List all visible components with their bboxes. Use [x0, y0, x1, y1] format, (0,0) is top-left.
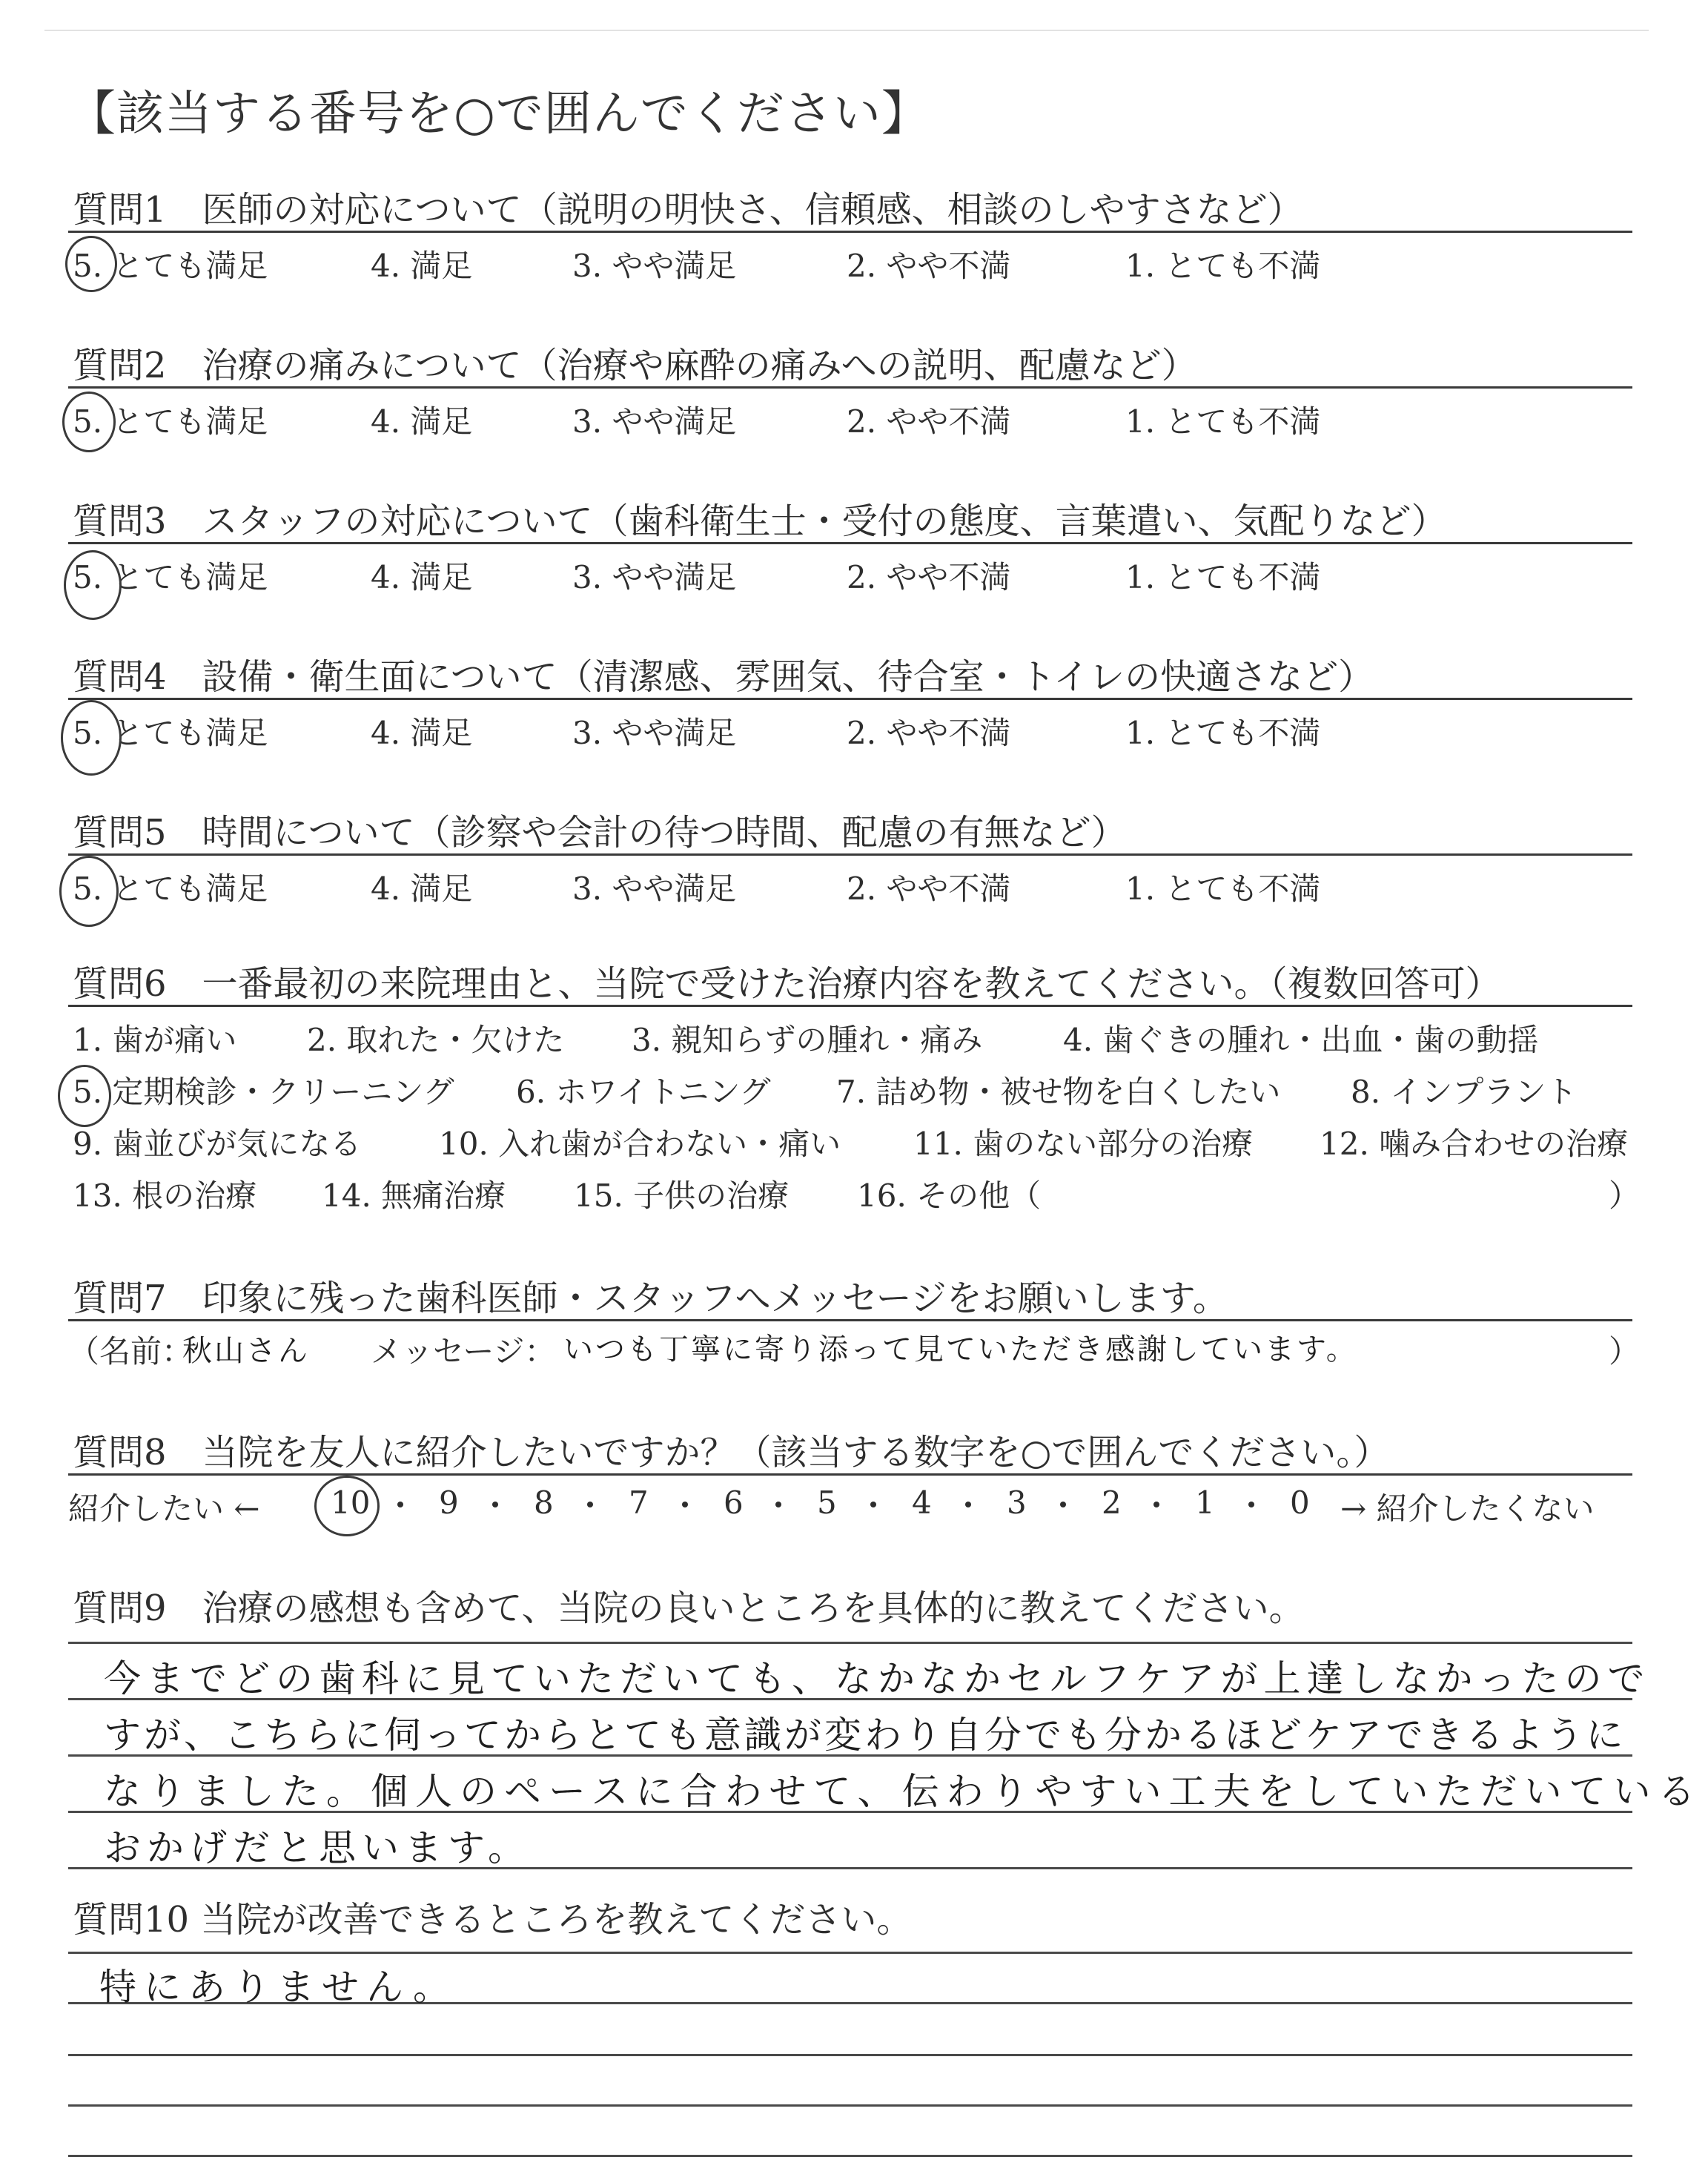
- q1-option-1[interactable]: 1. とても不満: [1125, 248, 1321, 284]
- question-8-rule: [68, 1473, 1632, 1476]
- selected-circle-mark: [65, 236, 117, 292]
- q6-option-9[interactable]: 9. 歯並びが気になる: [73, 1126, 362, 1162]
- q6-option-2[interactable]: 2. 取れた・欠けた: [307, 1022, 565, 1058]
- q8-scale-6[interactable]: 6: [724, 1484, 744, 1521]
- scale-separator-dot: [965, 1502, 971, 1507]
- q3-option-5[interactable]: 5. とても満足: [73, 559, 268, 595]
- q4-option-5[interactable]: 5. とても満足: [73, 715, 268, 751]
- q7-name-label: （名前：: [68, 1333, 193, 1370]
- q6-option-5[interactable]: 5. 定期検診・クリーニング: [73, 1074, 454, 1110]
- question-2-title: 質問2 治療の痛みについて（治療や麻酔の痛みへの説明、配慮など）: [73, 345, 1197, 386]
- question-4-title: 質問4 設備・衛生面について（清潔感、雰囲気、待合室・トイレの快適さなど）: [73, 656, 1374, 698]
- q6-option-12[interactable]: 12. 噛み合わせの治療: [1320, 1126, 1629, 1162]
- question-5-rule: [68, 853, 1632, 856]
- q3-option-1[interactable]: 1. とても不満: [1125, 559, 1321, 595]
- q1-option-3[interactable]: 3. やや満足: [572, 248, 737, 284]
- q6-option-16[interactable]: 16. その他（: [857, 1178, 1042, 1214]
- q3-option-3[interactable]: 3. やや満足: [572, 559, 737, 595]
- q4-option-1[interactable]: 1. とても不満: [1125, 715, 1321, 751]
- question-10-title: 質問10 当院が改善できるところを教えてください。: [73, 1899, 913, 1941]
- scale-separator-dot: [775, 1502, 781, 1507]
- selected-circle-mark: [64, 550, 122, 620]
- question-6-rule: [68, 1005, 1632, 1007]
- q8-scale-5[interactable]: 5: [817, 1484, 837, 1521]
- q8-scale-8[interactable]: 8: [534, 1484, 554, 1521]
- q6-option-15[interactable]: 15. 子供の治療: [574, 1178, 790, 1214]
- q6-option-10[interactable]: 10. 入れ歯が合わない・痛い: [439, 1126, 841, 1162]
- scale-separator-dot: [870, 1502, 876, 1507]
- scale-separator-dot: [682, 1502, 688, 1507]
- q9-answer-line-3[interactable]: なりました。個人のペースに合わせて、伝わりやすい工夫をしていただいている: [104, 1770, 1703, 1813]
- q8-scale-2[interactable]: 2: [1102, 1484, 1122, 1521]
- top-divider: [44, 30, 1649, 31]
- q5-option-5[interactable]: 5. とても満足: [73, 871, 268, 907]
- question-2-rule: [68, 386, 1632, 389]
- scale-separator-dot: [587, 1502, 593, 1507]
- question-5-title: 質問5 時間について（診察や会計の待つ時間、配慮の有無など）: [73, 812, 1127, 853]
- answer-line: [68, 2155, 1632, 2157]
- answer-line: [68, 2054, 1632, 2056]
- q2-option-4[interactable]: 4. 満足: [371, 403, 473, 440]
- scale-separator-dot: [1153, 1502, 1159, 1507]
- q7-name-handwritten[interactable]: 秋山さん: [182, 1334, 310, 1368]
- question-6-title: 質問6 一番最初の来院理由と、当院で受けた治療内容を教えてください。（複数回答可）: [73, 963, 1501, 1005]
- question-3-title: 質問3 スタッフの対応について（歯科衛生士・受付の態度、言葉遣い、気配りなど）: [73, 501, 1447, 542]
- q9-answer-line-4[interactable]: おかげだと思います。: [104, 1826, 531, 1869]
- question-3-rule: [68, 542, 1632, 544]
- q8-right-label: → 紹介したくない: [1340, 1490, 1595, 1527]
- question-8-title: 質問8 当院を友人に紹介したいですか？（該当する数字を○で囲んでください。）: [73, 1432, 1390, 1473]
- q6-option-6[interactable]: 6. ホワイトニング: [516, 1074, 771, 1110]
- q1-option-4[interactable]: 4. 満足: [371, 248, 473, 284]
- answer-line: [68, 1952, 1632, 1954]
- scale-separator-dot: [1248, 1502, 1254, 1507]
- q6-option-1[interactable]: 1. 歯が痛い: [73, 1022, 237, 1058]
- q1-option-5[interactable]: 5. とても満足: [73, 248, 268, 284]
- q6-option-13[interactable]: 13. 根の治療: [73, 1178, 257, 1214]
- scale-separator-dot: [397, 1502, 403, 1507]
- question-7-rule: [68, 1319, 1632, 1321]
- q6-option-8[interactable]: 8. インプラント: [1351, 1074, 1578, 1110]
- q9-answer-line-2[interactable]: すが、こちらに伺ってからとても意識が変わり自分でも分かるほどケアできるように: [104, 1714, 1626, 1757]
- q2-option-5[interactable]: 5. とても満足: [73, 403, 268, 440]
- q1-option-2[interactable]: 2. やや不満: [847, 248, 1011, 284]
- q7-message-handwritten[interactable]: いつも丁寧に寄り添って見ていただき感謝しています。: [563, 1332, 1358, 1367]
- q2-option-3[interactable]: 3. やや満足: [572, 403, 737, 440]
- q8-scale-4[interactable]: 4: [912, 1484, 932, 1521]
- q5-option-4[interactable]: 4. 満足: [371, 871, 473, 907]
- q6-option-7[interactable]: 7. 詰め物・被せ物を白くしたい: [836, 1074, 1281, 1110]
- q8-scale-3[interactable]: 3: [1007, 1484, 1027, 1521]
- selected-circle-mark: [61, 700, 122, 776]
- q2-option-1[interactable]: 1. とても不満: [1125, 403, 1321, 440]
- q8-scale-0[interactable]: 0: [1290, 1484, 1310, 1521]
- q8-left-label: 紹介したい ←: [68, 1490, 260, 1527]
- q4-option-4[interactable]: 4. 満足: [371, 715, 473, 751]
- selected-circle-mark: [59, 856, 119, 927]
- q5-option-2[interactable]: 2. やや不満: [847, 871, 1011, 907]
- q7-message-label: メッセージ：: [371, 1333, 556, 1370]
- q6-other-close-paren: ）: [1609, 1178, 1641, 1214]
- q6-option-11[interactable]: 11. 歯のない部分の治療: [913, 1126, 1254, 1162]
- scale-separator-dot: [1060, 1502, 1066, 1507]
- q8-scale-10[interactable]: 10: [331, 1484, 371, 1521]
- q10-answer-line-1[interactable]: 特にありません。: [99, 1966, 457, 2009]
- answer-line: [68, 2104, 1632, 2107]
- selected-circle-mark: [314, 1476, 380, 1536]
- answer-line: [68, 1642, 1632, 1644]
- q4-option-3[interactable]: 3. やや満足: [572, 715, 737, 751]
- question-9-title: 質問9 治療の感想も含めて、当院の良いところを具体的に教えてください。: [73, 1588, 1305, 1629]
- q5-option-3[interactable]: 3. やや満足: [572, 871, 737, 907]
- q8-scale-7[interactable]: 7: [629, 1484, 649, 1521]
- q8-scale-1[interactable]: 1: [1195, 1484, 1215, 1521]
- q4-option-2[interactable]: 2. やや不満: [847, 715, 1011, 751]
- selected-circle-mark: [62, 392, 116, 452]
- page-title: 【該当する番号を○で囲んでください】: [68, 87, 930, 142]
- selected-circle-mark: [58, 1065, 111, 1127]
- q6-option-4[interactable]: 4. 歯ぐきの腫れ・出血・歯の動揺: [1063, 1022, 1539, 1058]
- q9-answer-line-1[interactable]: 今までどの歯科に見ていただいても、なかなかセルフケアが上達しなかったので: [104, 1657, 1651, 1700]
- question-7-title: 質問7 印象に残った歯科医師・スタッフへメッセージをお願いします。: [73, 1278, 1228, 1319]
- q2-option-2[interactable]: 2. やや不満: [847, 403, 1011, 440]
- q3-option-4[interactable]: 4. 満足: [371, 559, 473, 595]
- question-1-title: 質問1 医師の対応について（説明の明快さ、信頼感、相談のしやすさなど）: [73, 189, 1303, 231]
- q7-close-paren: ）: [1609, 1333, 1641, 1370]
- q3-option-2[interactable]: 2. やや不満: [847, 559, 1011, 595]
- q8-scale-9[interactable]: 9: [439, 1484, 459, 1521]
- q6-option-3[interactable]: 3. 親知らずの腫れ・痛み: [632, 1022, 983, 1058]
- q5-option-1[interactable]: 1. とても不満: [1125, 871, 1321, 907]
- scale-separator-dot: [492, 1502, 498, 1507]
- question-4-rule: [68, 698, 1632, 700]
- question-1-rule: [68, 231, 1632, 233]
- q6-option-14[interactable]: 14. 無痛治療: [322, 1178, 506, 1214]
